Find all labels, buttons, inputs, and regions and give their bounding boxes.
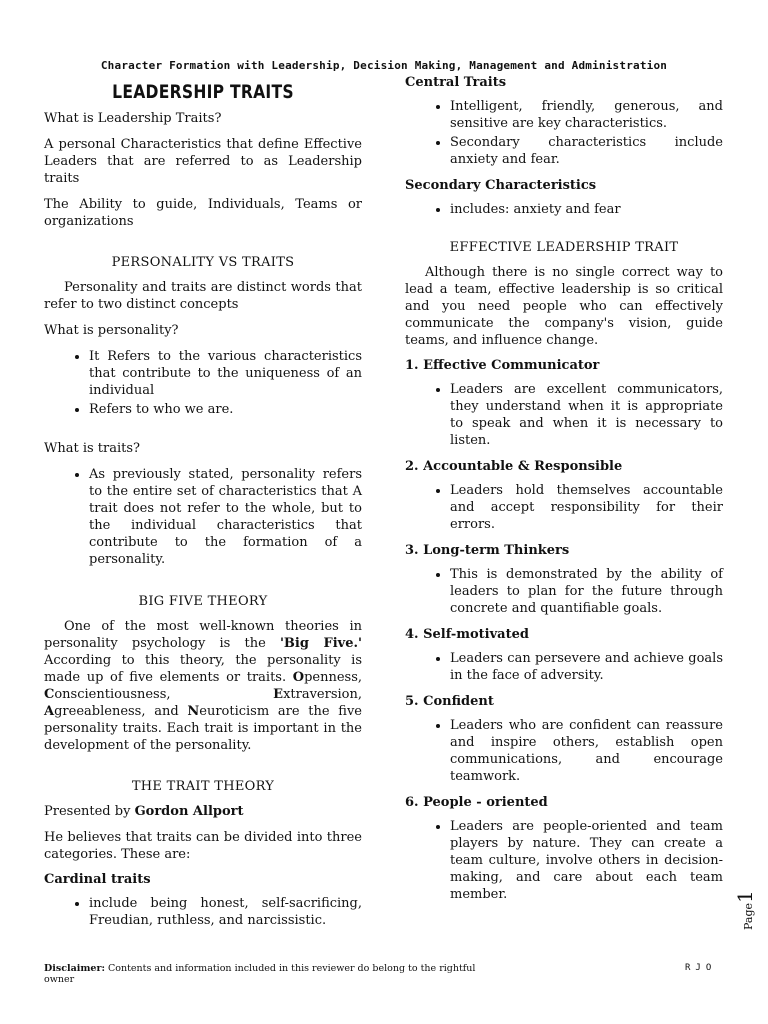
list-item: • Leaders are excellent communicators, they understand when it is appropriate to speak and when it is necessary to listen. bbox=[450, 381, 723, 449]
list-item: • As previously stated, personality refers to the entire set of characteristics that A trait does not refer to the whole, but to the individual characteristics that contribute to the formation of a personality. bbox=[89, 466, 362, 568]
letter-o: O bbox=[292, 670, 305, 685]
trait-list bbox=[405, 381, 723, 449]
text-run: onscientiousness, bbox=[54, 687, 274, 702]
section-trait-theory: THE TRAIT THEORY bbox=[131, 779, 275, 794]
trait-list bbox=[405, 818, 723, 903]
text-run: penness, bbox=[304, 670, 362, 685]
list-item: • Leaders who are confident can reassure and inspire others, establish open communications, and encourage teamwork. bbox=[450, 717, 723, 785]
page-label: Page bbox=[742, 902, 755, 930]
text-run: greeableness, and bbox=[54, 704, 188, 719]
text-run: xtraversion, bbox=[283, 687, 362, 702]
section-effective-leadership: EFFECTIVE LEADERSHIP TRAIT bbox=[449, 240, 679, 255]
central-list bbox=[405, 98, 723, 168]
disclaimer-label: Disclaimer: bbox=[44, 963, 105, 974]
list-item: • Intelligent, friendly, generous, and sensitive are key characteristics. bbox=[450, 98, 723, 132]
letter-e: E bbox=[273, 687, 284, 702]
list-item: • Leaders hold themselves accountable and accept responsibility for their errors. bbox=[450, 482, 723, 533]
question-traits: What is traits? bbox=[44, 441, 141, 456]
cardinal-list bbox=[44, 895, 362, 929]
secondary-list bbox=[405, 201, 723, 218]
presenter-name: Gordon Allport bbox=[134, 804, 244, 819]
author-initials: RJO bbox=[685, 963, 717, 973]
letter-c: C bbox=[44, 687, 55, 702]
disclaimer bbox=[44, 963, 484, 985]
trait-heading: 6. People - oriented bbox=[405, 795, 548, 810]
list-item: • Secondary characteristics include anxiety and fear. bbox=[450, 134, 723, 168]
trait-list bbox=[405, 482, 723, 533]
effective-leadership-paragraph: Although there is no single correct way to lead a team, effective leadership is so critical and you need people who can effectively communicate the company's vision, guide teams, and influence change. bbox=[405, 265, 723, 348]
document-header: Character Formation with Leadership, Decision Making, Management and Administration bbox=[100, 59, 668, 72]
trait-heading: 4. Self-motivated bbox=[405, 627, 529, 642]
personality-list bbox=[44, 348, 362, 418]
page-number-value: 1 bbox=[733, 890, 757, 903]
list-item: • Leaders are people-oriented and team players by nature. They can create a team culture, involve others in decision-making, and care about each team member. bbox=[450, 818, 723, 903]
central-traits-heading: Central Traits bbox=[405, 75, 507, 90]
trait-heading: 3. Long-term Thinkers bbox=[405, 543, 570, 558]
disclaimer-text: Contents and information included in this reviewer do belong to the rightful owner bbox=[44, 963, 476, 985]
section-big-five: BIG FIVE THEORY bbox=[138, 594, 268, 609]
list-item: • This is demonstrated by the ability of leaders to plan for the future through concrete and quantifiable goals. bbox=[450, 566, 723, 617]
question-personality: What is personality? bbox=[44, 323, 179, 338]
secondary-characteristics-heading: Secondary Characteristics bbox=[405, 178, 597, 193]
page-number bbox=[733, 890, 757, 930]
list-item: • includes: anxiety and fear bbox=[450, 201, 723, 218]
cardinal-traits-heading: Cardinal traits bbox=[44, 872, 151, 887]
page-title: LEADERSHIP TRAITS bbox=[112, 81, 294, 103]
list-item: • Refers to who we are. bbox=[89, 401, 362, 418]
letter-a: A bbox=[44, 704, 55, 719]
list-item: • Leaders can persevere and achieve goals in the face of adversity. bbox=[450, 650, 723, 684]
presented-by-label: Presented by bbox=[44, 804, 135, 819]
text-run: According to this theory, the personality is made up of five elements or traits. bbox=[44, 653, 362, 685]
personality-intro: Personality and traits are distinct words that refer to two distinct concepts bbox=[44, 280, 362, 312]
question-leadership-traits: What is Leadership Traits? bbox=[44, 111, 222, 126]
right-column bbox=[405, 75, 723, 913]
trait-theory-paragraph: He believes that traits can be divided into three categories. These are: bbox=[44, 830, 362, 862]
text-run: One of the most well-known theories in personality psychology is the bbox=[44, 619, 362, 651]
trait-heading: 5. Confident bbox=[405, 694, 494, 709]
trait-list bbox=[405, 717, 723, 785]
trait-heading: 1. Effective Communicator bbox=[405, 358, 600, 373]
letter-n: N bbox=[187, 704, 200, 719]
list-item: • It Refers to the various characteristics that contribute to the uniqueness of an individual bbox=[89, 348, 362, 399]
trait-heading: 2. Accountable & Responsible bbox=[405, 459, 623, 474]
left-column bbox=[44, 78, 362, 939]
big-five-paragraph bbox=[44, 618, 362, 754]
trait-list bbox=[405, 650, 723, 684]
trait-list bbox=[405, 566, 723, 617]
definition-paragraph: A personal Characteristics that define Effective Leaders that are referred to as Leadership traits bbox=[44, 137, 362, 186]
presented-by bbox=[44, 803, 362, 820]
ability-paragraph: The Ability to guide, Individuals, Teams or organizations bbox=[44, 197, 362, 229]
section-personality-vs-traits: PERSONALITY VS TRAITS bbox=[111, 255, 295, 270]
big-five-term: 'Big Five.' bbox=[279, 636, 362, 651]
list-item: • include being honest, self-sacrificing, Freudian, ruthless, and narcissistic. bbox=[89, 895, 362, 929]
traits-list bbox=[44, 466, 362, 568]
text-run: euroticism are the five personality traits. Each trait is important in the development of the personality. bbox=[44, 704, 362, 753]
